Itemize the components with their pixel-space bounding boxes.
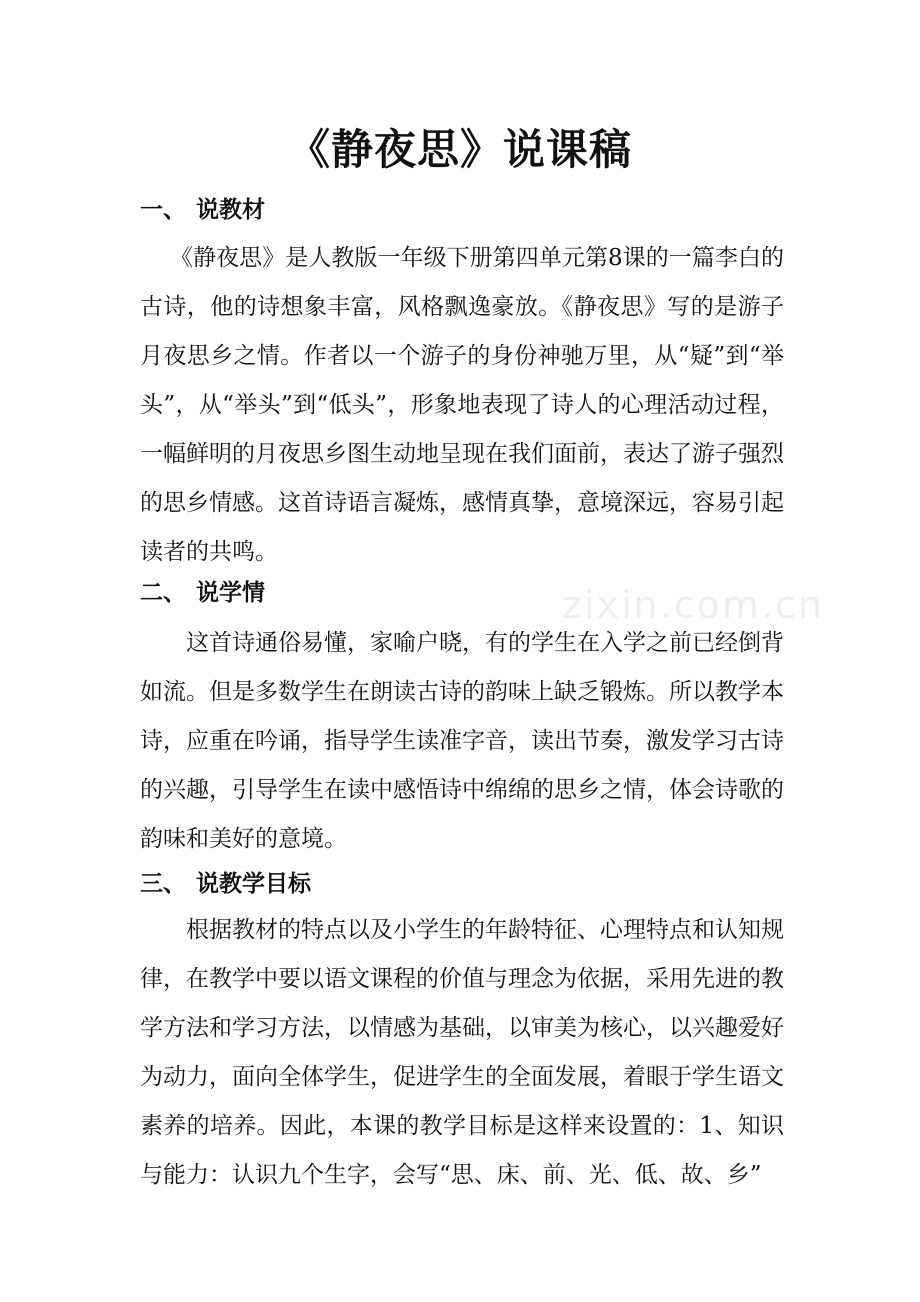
section-heading-teaching-objectives [140, 864, 311, 904]
section-title: 说教材 [196, 197, 265, 223]
section-number: 一、 [140, 197, 186, 223]
section-heading-student-situation [140, 573, 265, 613]
section-paragraph-teaching-objectives: 根据教材的特点以及小学生的年龄特征、心理特点和认知规律，在教学中要以语文课程的价值与理念为依据，采用先进的教学方法和学习方法，以情感为基础，以审美为核心，以兴趣爱好为动力，面向全体学生，促进学生的全面发展，着眼于学生语文素养的培养。因此，本课的教学目标是这样来设置的：1、知识与能力：认识九个生字，会写“思、床、前、光、低、故、乡” [140, 917, 784, 1188]
section-title: 说学情 [196, 580, 265, 606]
section-paragraph-teaching-material: 《静夜思》是人教版一年级下册第四单元第8课的一篇李白的古诗，他的诗想象丰富，风格飘逸豪放。《静夜思》写的是游子月夜思乡之情。作者以一个游子的身份神驰万里，从“疑”到“举头”，从“举头”到“低头”，形象地表现了诗人的心理活动过程，一幅鲜明的月夜思乡图生动地呈现在我们面前，表达了游子强烈的思乡情感。这首诗语言凝炼，感情真挚，意境深远，容易引起读者的共鸣。 [140, 245, 784, 565]
section-number: 二、 [140, 580, 186, 606]
section-title: 说教学目标 [196, 871, 311, 897]
section-heading-teaching-material [140, 190, 265, 230]
section-number: 三、 [140, 871, 186, 897]
watermark: zixin.com.cn [562, 583, 824, 627]
section-paragraph-student-situation: 这首诗通俗易懂，家喻户晓，有的学生在入学之前已经倒背如流。但是多数学生在朗读古诗的韵味上缺乏锻炼。所以教学本诗，应重在吟诵，指导学生读准字音，读出节奏，激发学习古诗的兴趣，引导学生在读中感悟诗中绵绵的思乡之情，体会诗歌的韵味和美好的意境。 [140, 630, 784, 852]
page-title: 《静夜思》说课稿 [287, 125, 632, 174]
